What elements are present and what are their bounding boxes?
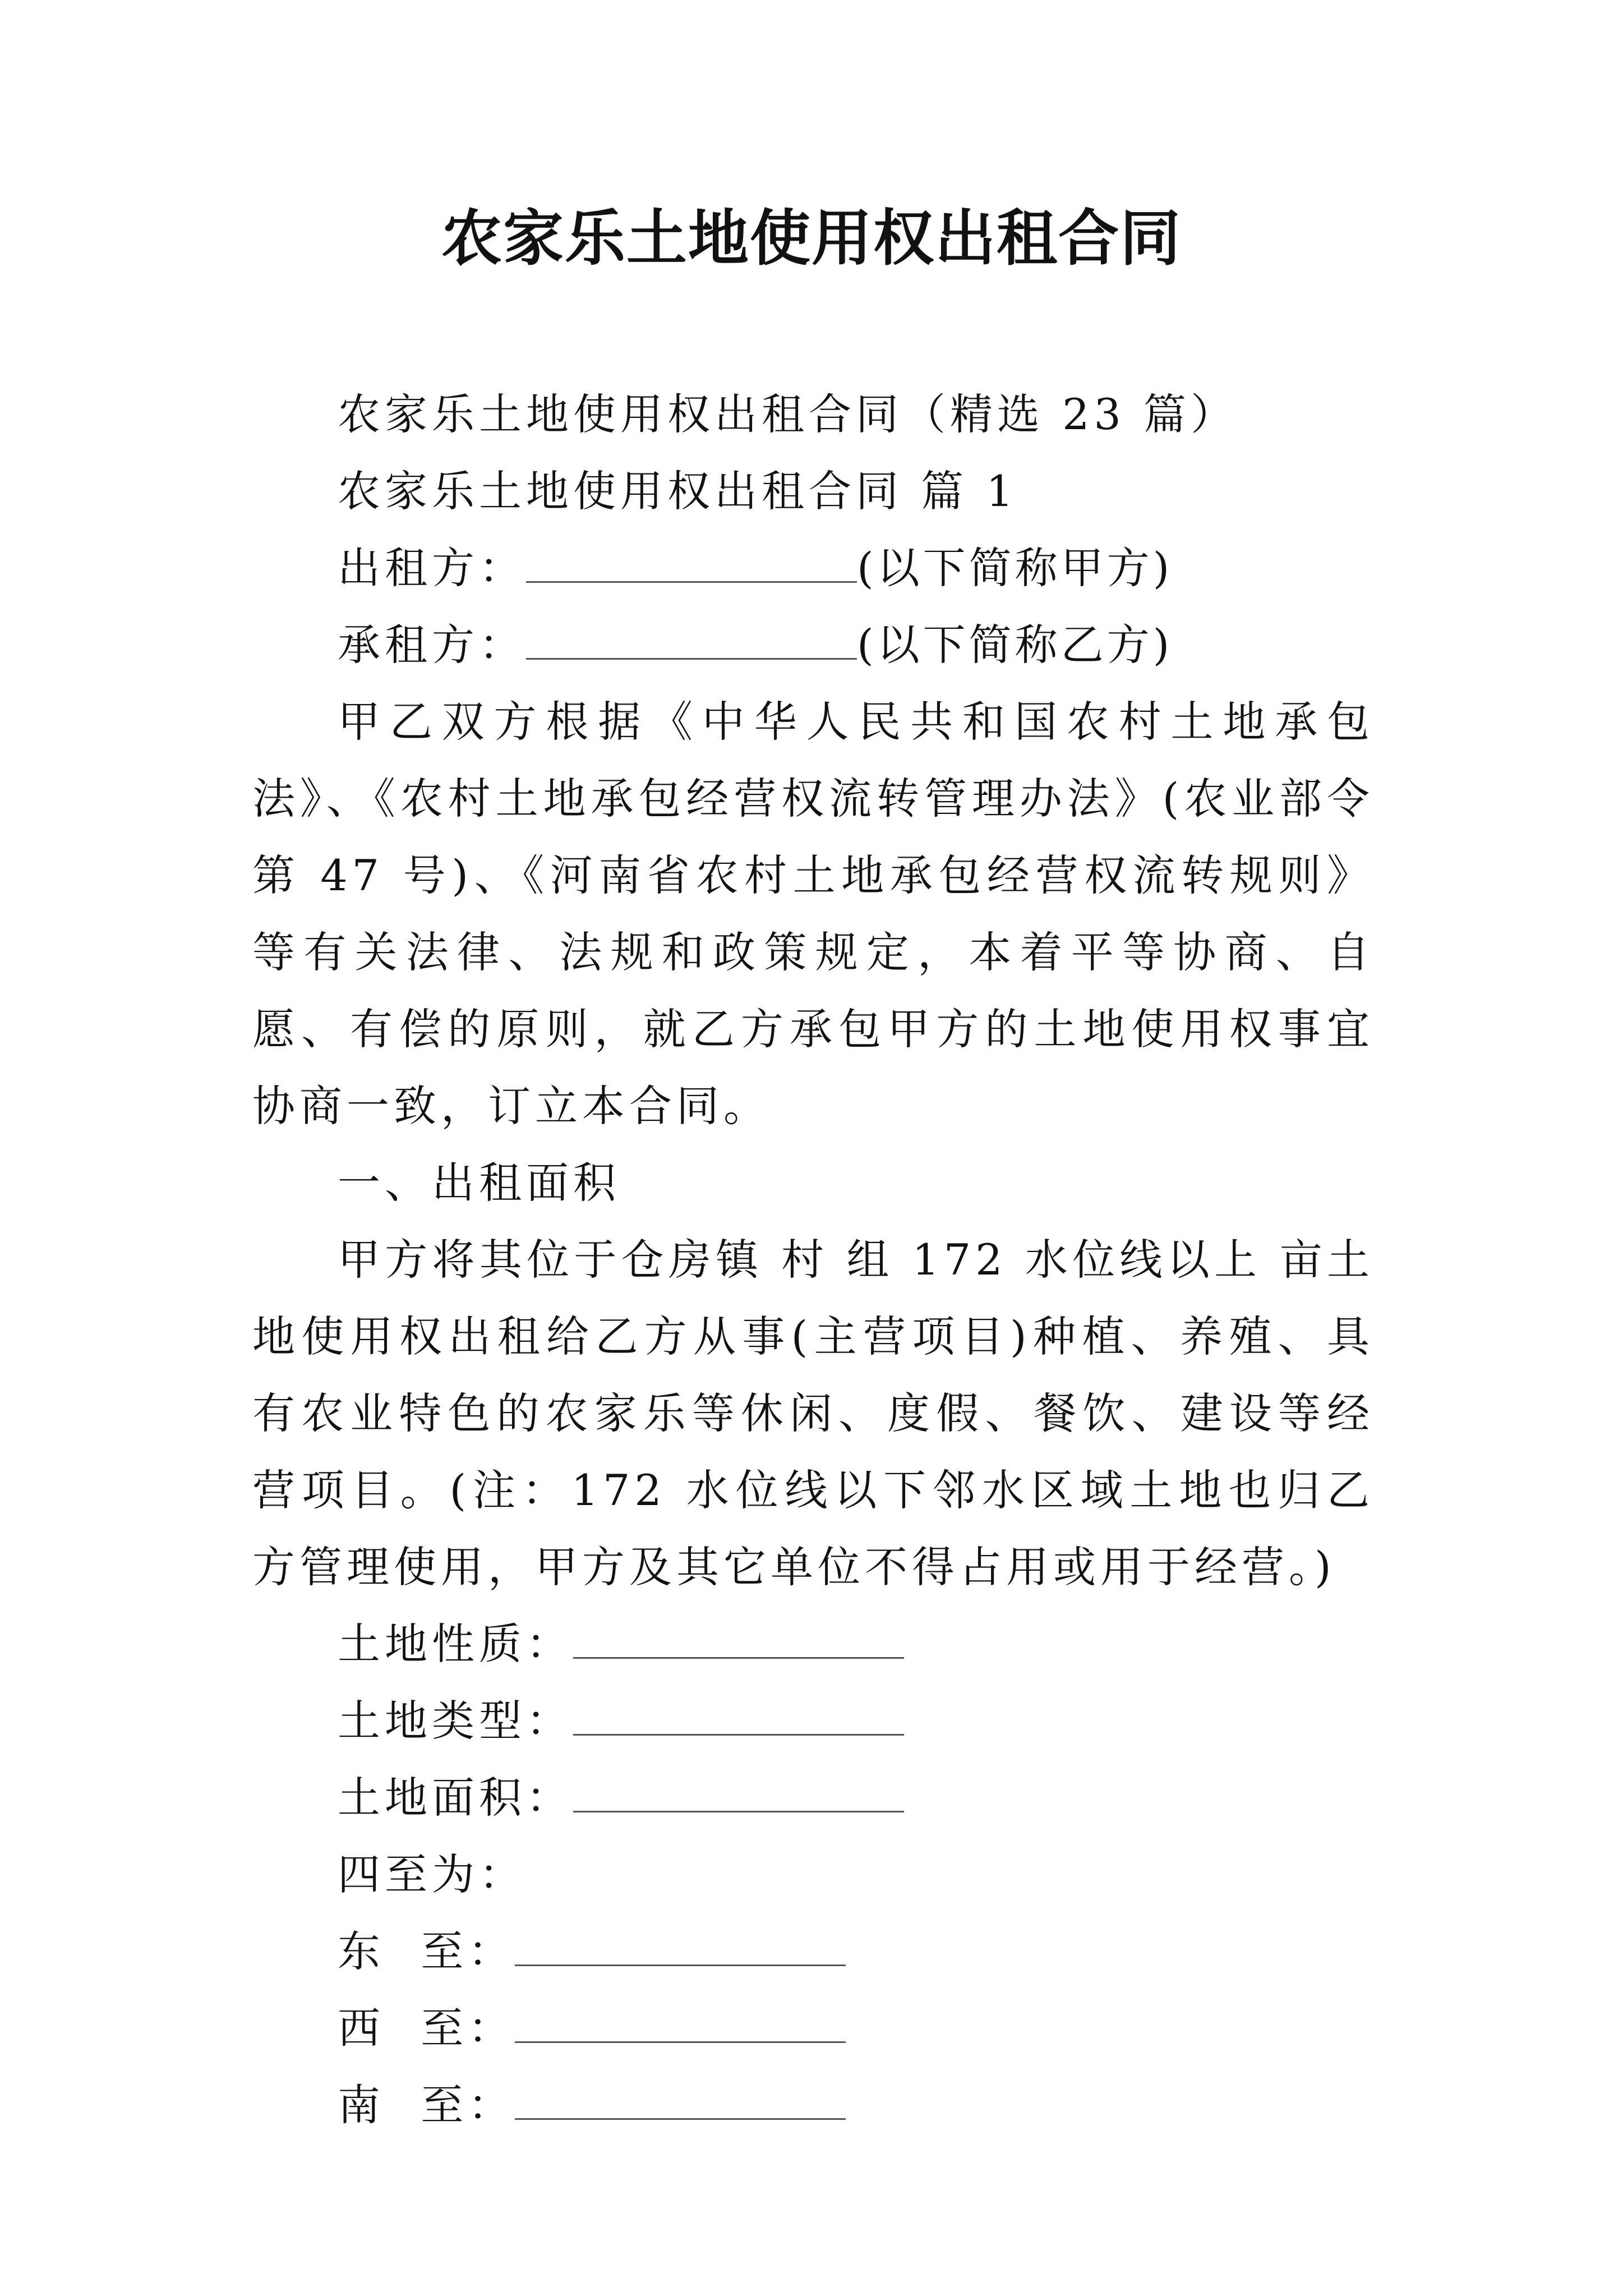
lessee-line [252, 606, 1374, 683]
subtitle: 农家乐土地使用权出租合同（精选 23 篇） [338, 389, 1238, 439]
clause1-heading: 一、出租面积 [338, 1158, 620, 1208]
land-area-label: 土地面积： [338, 1773, 573, 1823]
land-type-line [252, 1682, 1374, 1759]
clause1-paragraph: 甲方将其位于仓房镇 村 组 172 水位线以上 亩土地使用权出租给乙方从事(主营项目)种植、养殖、具有农业特色的农家乐等休闲、度假、餐饮、建设等经营项目。(注：172 水位线以下邻水区域土地也归乙方管理使用，甲方及其它单位不得占用或用于经营。) [252, 1235, 1374, 1592]
land-type-blank [573, 1697, 904, 1736]
land-nature-label: 土地性质： [338, 1619, 573, 1669]
section-heading: 农家乐土地使用权出租合同 篇 1 [338, 466, 1018, 516]
east-blank [515, 1927, 846, 1966]
lessor-label: 出租方： [338, 543, 526, 593]
south-blank [515, 2081, 846, 2120]
land-area-blank [573, 1774, 904, 1812]
land-nature-line [252, 1605, 1374, 1682]
west-line [252, 1990, 1374, 2067]
land-area-line [252, 1759, 1374, 1836]
east-line [252, 1913, 1374, 1990]
document-body [252, 376, 1374, 2143]
land-type-label: 土地类型： [338, 1696, 573, 1746]
lessor-blank [526, 544, 857, 583]
intro-paragraph: 甲乙双方根据《中华人民共和国农村土地承包法》、《农村土地承包经营权流转管理办法》(农业部令第 47 号)、《河南省农村土地承包经营权流转规则》等有关法律、法规和政策规定，本着平等协商、自愿、有偿的原则，就乙方承包甲方的土地使用权事宜协商一致，订立本合同。 [252, 697, 1374, 1131]
lessor-suffix: (以下简称甲方) [857, 543, 1173, 593]
west-label: 西 至： [338, 2003, 515, 2053]
lessee-label: 承租方： [338, 620, 526, 670]
south-label: 南 至： [338, 2080, 515, 2130]
document-title: 农家乐土地使用权出租合同 [441, 203, 1182, 274]
land-nature-blank [573, 1620, 904, 1659]
lessee-blank [526, 621, 857, 660]
south-line [252, 2067, 1374, 2143]
lessee-suffix: (以下简称乙方) [857, 620, 1173, 670]
lessor-line [252, 530, 1374, 606]
boundaries-label: 四至为： [338, 1849, 526, 1899]
east-label: 东 至： [338, 1926, 515, 1976]
west-blank [515, 2004, 846, 2043]
